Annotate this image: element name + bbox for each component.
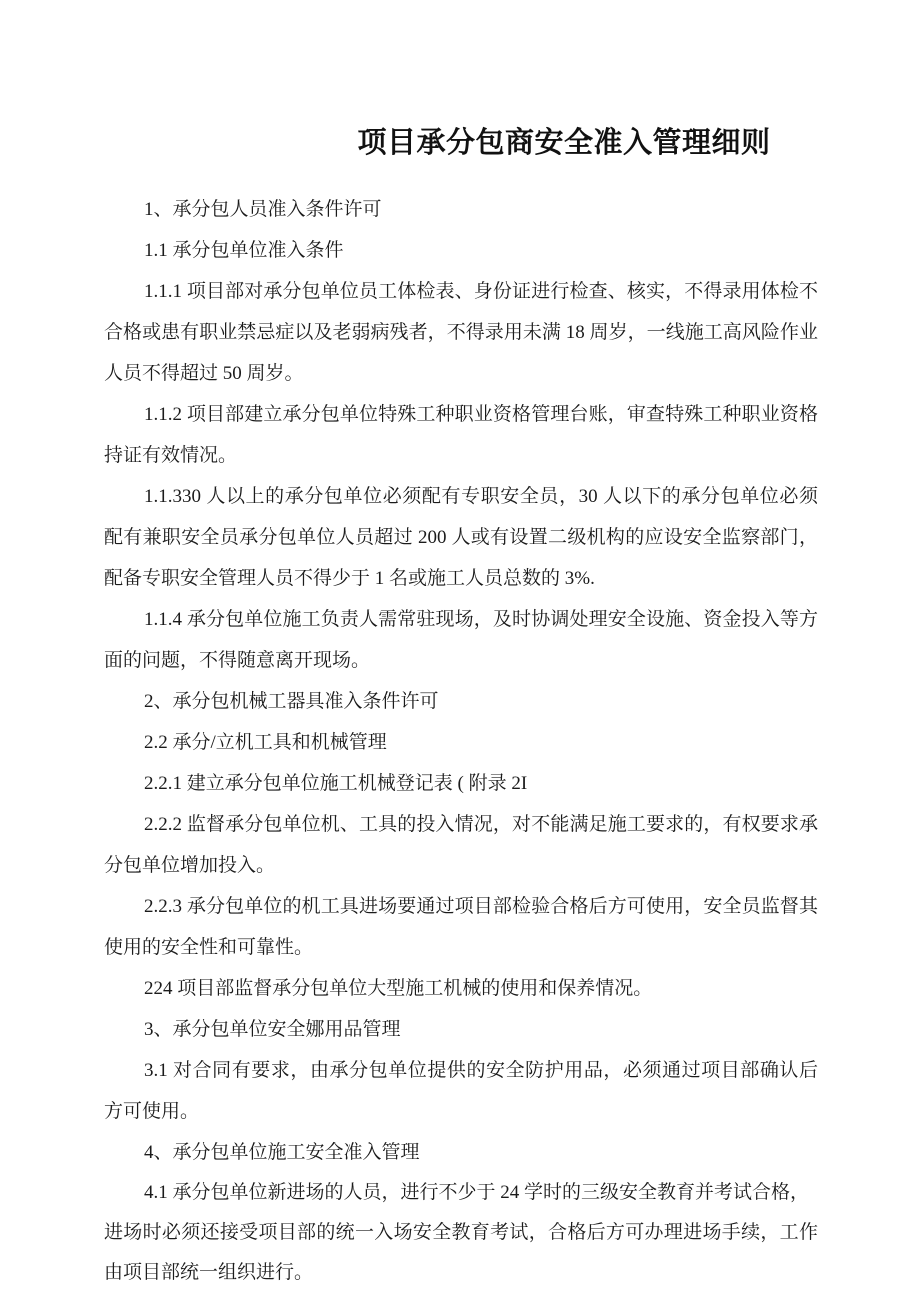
document-body [104,0,818,1293]
paragraph-1-1-2: 1.1.2 项目部建立承分包单位特殊工种职业资格管理台账，审查特殊工种职业资格持证有效情况。 [104,404,818,466]
paragraph-1-1: 1.1 承分包单位准入条件 [144,240,344,261]
paragraph-4: 4、承分包单位施工安全准入管理 [144,1142,420,1163]
page-title: 项目承分包商安全准入管理细则 [357,127,771,159]
paragraph-2: 2、承分包机械工器具准入条件许可 [144,691,439,712]
paragraph-1-1-3: 1.1.330 人以上的承分包单位必须配有专职安全员，30 人以下的承分包单位必须配有兼职安全员承分包单位人员超过 200 人或有设置二级机构的应设安全监察部门，配备专职安全管理人员不得少于 1 名或施工人员总数的 3%. [104,486,818,589]
paragraph-1-1-4: 1.1.4 承分包单位施工负责人需常驻现场，及时协调处理安全设施、资金投入等方面的问题，不得随意离开现场。 [104,609,818,671]
paragraph-2-2-4: 224 项目部监督承分包单位大型施工机械的使用和保养情况。 [144,978,653,999]
paragraph-2-2-3: 2.2.3 承分包单位的机工具进场要通过项目部检验合格后方可使用，安全员监督其使用的安全性和可靠性。 [104,896,818,958]
paragraph-4-1: 4.1 承分包单位新进场的人员，进行不少于 24 学时的三级安全教育并考试合格， [144,1182,810,1203]
paragraph-2-2-2: 2.2.2 监督承分包单位机、工具的投入情况，对不能满足施工要求的，有权要求承分包单位增加投入。 [104,814,818,876]
paragraph-2-2: 2.2 承分/立机工具和机械管理 [144,732,387,753]
paragraph-3-1: 3.1 对合同有要求，由承分包单位提供的安全防护用品，必须通过项目部确认后方可使用。 [104,1060,818,1122]
title-top-spacer [104,0,818,123]
paragraph-1-1-1: 1.1.1 项目部对承分包单位员工体检表、身份证进行检查、核实，不得录用体检不合格或患有职业禁忌症以及老弱病残者，不得录用未满 18 周岁，一线施工高风险作业人员不得超过 50 周岁。 [104,281,818,384]
paragraph-1: 1、承分包人员准入条件许可 [144,199,382,220]
paragraph-3: 3、承分包单位安全娜用品管理 [144,1019,401,1040]
paragraph-4-1-continuation: 进场时必须还接受项目部的统一入场安全教育考试，合格后方可办理进场手续，工作由项目部统一组织进行。 [104,1222,818,1283]
paragraph-2-2-1: 2.2.1 建立承分包单位施工机械登记表 ( 附录 2I [144,773,528,794]
